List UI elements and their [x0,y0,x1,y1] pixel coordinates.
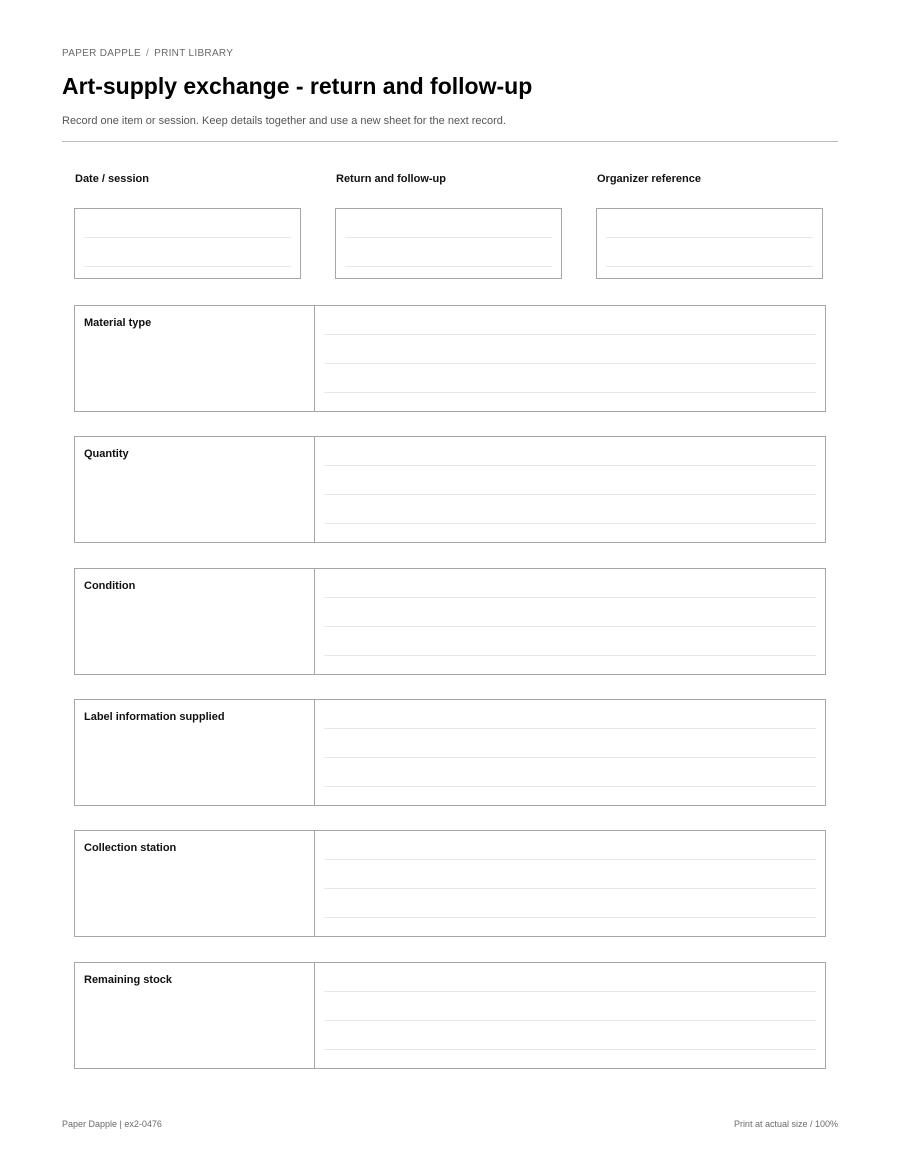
section-label-cell [75,963,315,1068]
footer-print-note: Print at actual size / 100% [733,1119,838,1129]
writing-line [324,757,816,758]
writing-line [324,494,816,495]
writing-line [324,655,816,656]
condition-field[interactable] [315,569,825,674]
breadcrumb [62,48,233,59]
collection-station-label: Collection station [84,842,177,854]
quantity-field[interactable] [315,437,825,542]
writing-line [324,917,816,918]
writing-line [324,859,816,860]
return-follow-up-label: Return and follow-up [336,173,446,185]
page-title: Art-supply exchange - return and follow-up [62,73,533,99]
header-divider [62,141,838,142]
section-remaining-stock [74,962,826,1069]
writing-line [324,392,816,393]
writing-line [324,597,816,598]
writing-line [324,786,816,787]
footer-document-id: Paper Dapple | ex2-0476 [62,1119,162,1129]
organizer-reference-field[interactable] [596,208,823,279]
material-type-label: Material type [84,317,152,329]
collection-station-field[interactable] [315,831,825,936]
section-label-cell [75,306,315,411]
writing-line [84,237,291,238]
breadcrumb-item-brand: PAPER DAPPLE [62,48,142,59]
writing-line [324,888,816,889]
writing-line [324,523,816,524]
label-information-label: Label information supplied [84,711,225,723]
material-type-field[interactable] [315,306,825,411]
quantity-label: Quantity [84,448,129,460]
date-session-label: Date / session [75,173,149,185]
section-collection-station [74,830,826,937]
label-information-field[interactable] [315,700,825,805]
writing-line [324,465,816,466]
return-follow-up-field[interactable] [335,208,562,279]
writing-line [324,334,816,335]
writing-line [324,728,816,729]
writing-line [345,266,552,267]
section-quantity [74,436,826,543]
section-label-cell [75,700,315,805]
writing-line [606,266,813,267]
writing-line [84,266,291,267]
condition-label: Condition [84,580,136,592]
breadcrumb-separator: / [146,48,150,59]
section-label-cell [75,569,315,674]
writing-line [324,363,816,364]
remaining-stock-field[interactable] [315,963,825,1068]
writing-line [345,237,552,238]
date-session-field[interactable] [74,208,301,279]
section-label-cell [75,831,315,936]
remaining-stock-label: Remaining stock [84,974,173,986]
section-condition [74,568,826,675]
writing-line [324,626,816,627]
section-label-information [74,699,826,806]
writing-line [606,237,813,238]
section-label-cell [75,437,315,542]
writing-line [324,991,816,992]
writing-line [324,1020,816,1021]
organizer-reference-label: Organizer reference [597,173,701,185]
intro-text: Record one item or session. Keep details together and use a new sheet for the next record. [62,115,506,127]
breadcrumb-item-library: PRINT LIBRARY [154,48,234,59]
section-material-type [74,305,826,412]
writing-line [324,1049,816,1050]
